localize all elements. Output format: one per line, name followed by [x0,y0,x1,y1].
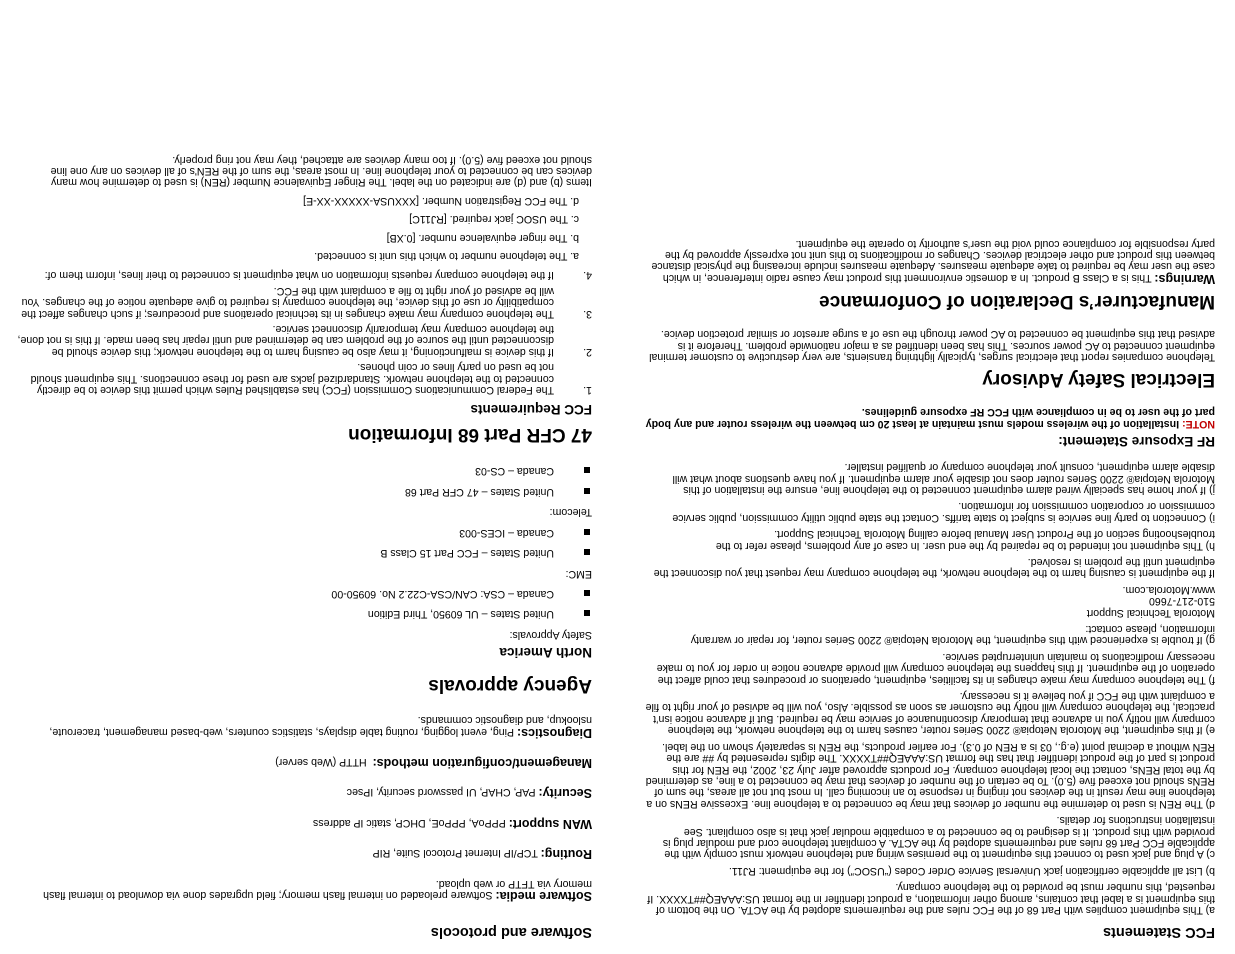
contact-name: Motorola Technical Support [1086,606,1215,619]
mgmt-text: HTTP (Web server) [275,755,367,768]
software-media-text: Software preloaded on internal flash memory; field upgrades done via download to internal flash memory via TFTP or web upload. [43,877,592,901]
rf-note [645,406,1215,429]
mdoc-heading: Manufacturer’s Declaration of Conformance [819,290,1215,312]
fcc-requirements-heading: FCC Requirements [470,402,592,418]
software-heading: Software and protocols [430,924,592,940]
sub-item-c: c. The USOC jack required. [RJ11C] [409,213,579,226]
fcc-req-item-3: 3. The telephone company may make changes in its technical operations and procedures; if such changes affect the compatibility or use of this device, the telephone company is required to give adequate notice of the changes. You will be advised of your right to file a complaint with the FCC. [21,284,592,320]
para-b: b) List all applicable certification jack Universal Service Order Codes (“USOC”) for the equipment: RJ11. [728,864,1215,877]
safety-item-canada: Canada – CSA: CAN/CSA-C22.2 No. 60950-00 [17,588,592,599]
emc-label: EMC: [565,567,592,580]
para-e: e) If this equipment, the Motorola Netopia® 2200 Series router, causes harm to the telephone network, the telephone company will notify you in advance that temporary discontinuance of service may be required. But if advance notice isn’t practical, the telephone company will notify the customer as soon as possible. Also, you will be advised of your right to file a complaint with the FCC if you believe it is necessary. [645,690,1215,737]
emc-item-us: United States – FCC Part 15 Class B [17,547,592,558]
safety-approvals-label: Safety Approvals: [509,628,592,641]
para-i: i) Connection to party line service is subject to state tariffs. Contact the state public utility commission, public service commission or corporation commission for information. [672,500,1215,524]
note-text: Installation of the wireless models must maintain at least 20 cm between the wireless router and any body part of the user to be in compliance with FCC RF exposure guidelines. [645,406,1215,430]
diag-label: Diagnostics: [516,725,592,740]
software-media [17,877,592,901]
warnings-label: Warnings: [1154,271,1215,286]
security-text: PAP, CHAP, UI password security, IPsec [346,786,536,799]
diagnostics [17,714,592,738]
para-d: d) The REN is used to determine the number of devices that may be connected to a telephone line. Excessive RENs on a telephone line may result in the devices not ringing in response to an incoming call. In most but not all areas, the sum of RENs should not exceed five (5.0). To be certain of the number of devices that may be connected to a line, as determined by the total RENs, contact the local telephone company. For products approved after July 23, 2002, the REN for this product is part of the product identifier that has the format US:AAAEQ##TXXXX. The digits represented by ## are the REN without a decimal point (e.g., 03 is a REN of 0.3). For earlier products, the REN is separately shown on the label. [645,740,1215,810]
agency-approvals-heading: Agency approvals [428,674,592,696]
management-methods [17,756,592,768]
telecom-item-us: United States – 47 CFR Part 68 [17,486,592,497]
fcc-req-item-2: 2. If this device is malfunctioning, it may also be causing harm to the telephone network; this device should be disconnected until the source of the problem can be determined and until repair has been made. If this is not done, the telephone company may temporarily disconnect service. [17,323,592,358]
electrical-safety-text: Telephone companies report that electrical surges, typically lightning transients, are very destructive to customer terminal equipment connected to AC power sources. This has been identified as a major nationwide problem. Therefore it is advised that this equipment be connected to AC power through the use of a surge arrestor or similar protection device. [649,328,1215,363]
para-f: f) The telephone company may make changes in its facilities, equipment, operations or procedures that could affect the operation of the equipment. If this happens the telephone company will provide advance notice in order for you to make necessary modifications to maintain uninterrupted service. [656,650,1215,686]
para-c: c) A plug and jack used to connect this equipment to the premises wiring and telephone network must comply with the applicable FCC Part 68 rules and requirements adopted by the ACTA. A compliant telephone cord and modular plug is provided with this product. It is designed to be connected to a compatible modular jack that is also compliant. See installation instructions for details. [662,814,1215,861]
wan-label: WAN support: [508,816,592,831]
cfr-part68-heading: 47 CFR Part 68 Information [348,424,592,446]
sub-item-a: a. The telephone number to which this unit is connected. [314,250,579,263]
north-america-heading: North America [499,644,592,660]
fcc-statements-column [645,237,1215,954]
ren-text: Items (b) and (d) are indicated on the label. The Ringer Equivalence Number (REN) is used to determine how many devices can be connected to your telephone line. In most areas, the sum of the REN's of all devices on any one line should not exceed five (5.0). If too many devices are attached, they may not ring properly. [50,153,592,189]
fcc-req-item-1: 1. The Federal Communications Commission (FCC) has established Rules which permit this device to be directly connected to the telephone network. Standardized jacks are used for these connections. This equipment should not be used on party lines or coin phones. [30,361,592,397]
specs-column [17,153,592,954]
emc-item-canada: Canada – ICES-003 [17,526,592,537]
warnings-text [645,237,1215,284]
telecom-item-canada: Canada – CS-03 [17,465,592,476]
wan-support [17,816,592,831]
fcc-statements-heading: FCC Statements [1103,924,1215,940]
routing-text: TCP/IP Internet Protocol Suite, RIP [372,847,538,860]
routing [17,847,592,862]
security [17,786,592,801]
mgmt-label: Management/configuration methods: [372,755,592,770]
warnings-body: This is a Class B product. In a domestic environment this product may cause radio interference, in which case the user may be required to take adequate measures. Adequate measures include increasing the physical distance between this product and other electrical devices. Changes or modifications to this unit not expressly approved by the party responsible for compliance could void the user’s authority to operate the equipment. [651,237,1215,284]
sub-item-b: b. The ringer equivalence number. [0.XB] [386,231,579,244]
contact-website: www.Motorola.com. [1122,583,1215,596]
safety-item-us: United States – UL 60950, Third Edition [17,608,592,619]
para-g2: If the equipment is causing harm to the telephone network, the telephone company may request that you disconnect the equipment until the problem is resolved. [653,556,1215,580]
security-label: Security: [538,786,592,801]
para-h: h) This equipment not intended to be repaired by the end user. In case of any problems, please refer to the troubleshooting section of the Product User Manual before calling Motorola Technical Support. [715,528,1215,552]
rf-exposure-heading: RF Exposure Statement: [1058,433,1215,449]
diag-text: Ping, event logging, routing table displays, statistics counters, web-based management, traceroute, nslookup, and diagnostic commands. [49,714,592,738]
sub-item-d: d. The FCC Registration Number. [XXXUSA-XXXXX-XX-E] [303,194,579,207]
fcc-req-item-4: 4. If the telephone company requests information on what equipment is connected to their lines, inform them of: [44,269,592,282]
para-j: j) If your home has specially wired alarm equipment connected to the telephone line, ensure the installation of this Motorola Netopia® 2200 Series router does not disable your alarm equipment. If you have questions about what will disable alarm equipment, consult your telephone company or qualified installer. [672,461,1215,496]
wan-text: PPPoA, PPPoE, DHCP, static IP address [312,816,506,829]
note-label: NOTE: [1182,417,1215,430]
contact-phone: 510-217-7660 [1149,595,1215,608]
software-media-label: Software media: [495,889,592,903]
telecom-label: Telecom: [549,506,592,519]
electrical-safety-heading: Electrical Safety Advisory [982,368,1215,390]
routing-label: Routing: [540,847,592,862]
para-g: g) If trouble is experienced with this equipment, the Motorola Netopia® 2200 Series router, for repair or warranty information, please contact: [690,623,1215,647]
para-a: a) This equipment complies with Part 68 of the FCC rules and the requirements adopted by the ACTA. On the bottom of this equipment is a label that contains, among other information, a product identifier in the format US:AAAEQ##TXXXX. If requested, this number must be provided to the telephone company. [647,881,1215,916]
